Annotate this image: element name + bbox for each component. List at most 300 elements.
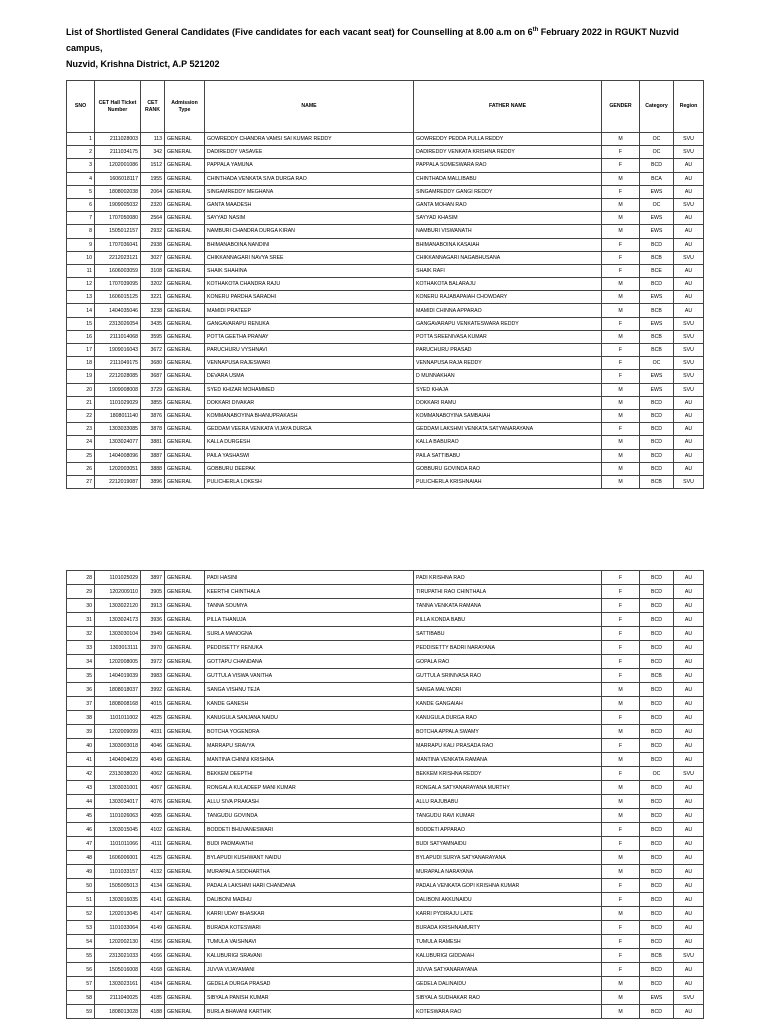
table-row: [67, 423, 704, 436]
cell-region: SVU: [674, 133, 704, 146]
cell-rank: 3896: [141, 475, 165, 488]
cell-father: KANDE GANGAIAH: [414, 697, 602, 711]
cell-name: PULICHERLA LOKESH: [205, 475, 414, 488]
cell-category: BCE: [640, 264, 674, 277]
cell-father: GOBBURU GOVINDA RAO: [414, 462, 602, 475]
cell-category: EWS: [640, 317, 674, 330]
cell-rank: 4168: [141, 963, 165, 977]
table-row: [67, 907, 704, 921]
cell-name: SANGA VISHNU TEJA: [205, 683, 414, 697]
cell-name: PADALA LAKSHMI HARI CHANDANA: [205, 879, 414, 893]
cell-ticket: 2212028085: [95, 370, 141, 383]
cell-sno: 50: [67, 879, 95, 893]
table-row: [67, 278, 704, 291]
cell-gender: M: [602, 475, 640, 488]
cell-sno: 47: [67, 837, 95, 851]
cell-name: GOWREDDY CHANDRA VAMSI SAI KUMAR REDDY: [205, 133, 414, 146]
table-row: [67, 383, 704, 396]
table-row: [67, 767, 704, 781]
cell-gender: F: [602, 251, 640, 264]
cell-category: BCD: [640, 823, 674, 837]
cell-sno: 49: [67, 865, 95, 879]
cell-name: KONERU PARDHA SARADHI: [205, 291, 414, 304]
cell-admission: GENERAL: [165, 317, 205, 330]
cell-name: CHIKKANNAGARI NAVYA SREE: [205, 251, 414, 264]
cell-category: EWS: [640, 383, 674, 396]
cell-father: BODDETI APPARAO: [414, 823, 602, 837]
cell-rank: 3970: [141, 641, 165, 655]
cell-rank: 4102: [141, 823, 165, 837]
cell-father: TANGUDU RAVI KUMAR: [414, 809, 602, 823]
table-row: [67, 172, 704, 185]
cell-ticket: 1303022120: [95, 599, 141, 613]
cell-father: D MUNNAKHAN: [414, 370, 602, 383]
cell-gender: F: [602, 599, 640, 613]
cell-rank: 3972: [141, 655, 165, 669]
cell-name: PILLA THANUJA: [205, 613, 414, 627]
cell-father: KONERU RAJABAPAIAH CHOWDARY: [414, 291, 602, 304]
cell-admission: GENERAL: [165, 291, 205, 304]
cell-admission: GENERAL: [165, 809, 205, 823]
cell-sno: 32: [67, 627, 95, 641]
cell-ticket: 1303030104: [95, 627, 141, 641]
cell-category: EWS: [640, 291, 674, 304]
cell-name: KANDE GANESH: [205, 697, 414, 711]
cell-gender: F: [602, 317, 640, 330]
cell-ticket: 1707036041: [95, 238, 141, 251]
table-row: [67, 627, 704, 641]
cell-ticket: 2111040025: [95, 991, 141, 1005]
cell-admission: GENERAL: [165, 238, 205, 251]
table-row: [67, 599, 704, 613]
cell-ticket: 1202009099: [95, 725, 141, 739]
cell-rank: 3881: [141, 436, 165, 449]
cell-rank: 3221: [141, 291, 165, 304]
cell-category: BCD: [640, 655, 674, 669]
cell-father: BEKKEM KRISHNA REDDY: [414, 767, 602, 781]
cell-rank: 4049: [141, 753, 165, 767]
cell-name: GEDELA DURGA PRASAD: [205, 977, 414, 991]
cell-category: BCD: [640, 851, 674, 865]
cell-rank: 3936: [141, 613, 165, 627]
cell-father: PADALA VENKATA GOPI KRISHNA KUMAR: [414, 879, 602, 893]
cell-admission: GENERAL: [165, 264, 205, 277]
cell-category: BCD: [640, 159, 674, 172]
cell-admission: GENERAL: [165, 851, 205, 865]
cell-admission: GENERAL: [165, 278, 205, 291]
cell-gender: F: [602, 893, 640, 907]
cell-name: MANTINA CHINNI KRISHNA: [205, 753, 414, 767]
cell-category: BCB: [640, 949, 674, 963]
table-row: [67, 317, 704, 330]
table-row: [67, 251, 704, 264]
cell-category: BCD: [640, 739, 674, 753]
cell-father: SATTIBABU: [414, 627, 602, 641]
cell-sno: 53: [67, 921, 95, 935]
table-row: [67, 475, 704, 488]
cell-region: AU: [674, 655, 704, 669]
cell-rank: 4046: [141, 739, 165, 753]
cell-gender: F: [602, 655, 640, 669]
cell-name: TANNA SOUMYA: [205, 599, 414, 613]
cell-rank: 3687: [141, 370, 165, 383]
cell-name: MURAPALA SIDDHARTHA: [205, 865, 414, 879]
cell-admission: GENERAL: [165, 225, 205, 238]
cell-region: AU: [674, 977, 704, 991]
cell-admission: GENERAL: [165, 330, 205, 343]
table-row: [67, 159, 704, 172]
cell-sno: 17: [67, 344, 95, 357]
table-row: [67, 795, 704, 809]
cell-admission: GENERAL: [165, 599, 205, 613]
cell-region: AU: [674, 1005, 704, 1019]
cell-rank: 3108: [141, 264, 165, 277]
cell-father: GANGAVARAPU VENKATESWARA REDDY: [414, 317, 602, 330]
table-row: [67, 753, 704, 767]
cell-admission: GENERAL: [165, 613, 205, 627]
cell-region: AU: [674, 851, 704, 865]
cell-rank: 4015: [141, 697, 165, 711]
header-rank: CET RANK: [141, 81, 165, 133]
cell-region: AU: [674, 683, 704, 697]
cell-region: AU: [674, 449, 704, 462]
cell-category: BCA: [640, 172, 674, 185]
cell-admission: GENERAL: [165, 251, 205, 264]
cell-rank: 4062: [141, 767, 165, 781]
table-row: [67, 212, 704, 225]
cell-name: PAILA YASHASWI: [205, 449, 414, 462]
header-name: NAME: [205, 81, 414, 133]
cell-name: TANGUDU GOVINDA: [205, 809, 414, 823]
cell-sno: 12: [67, 278, 95, 291]
cell-category: BCD: [640, 627, 674, 641]
cell-father: PADI KRISHNA RAO: [414, 571, 602, 585]
cell-rank: 1955: [141, 172, 165, 185]
cell-father: MAMIDI CHINNA APPARAO: [414, 304, 602, 317]
header-category: Category: [640, 81, 674, 133]
cell-name: BYLAPUDI KUSHWANT NAIDU: [205, 851, 414, 865]
table-row: [67, 893, 704, 907]
document-title: [66, 24, 716, 72]
cell-name: JUVVA VIJAYAMANI: [205, 963, 414, 977]
cell-father: MANTINA VENKATA RAMANA: [414, 753, 602, 767]
cell-name: RONGALA KULADEEP MANI KUMAR: [205, 781, 414, 795]
table-row: [67, 238, 704, 251]
cell-sno: 29: [67, 585, 95, 599]
header-region: Region: [674, 81, 704, 133]
table-row: [67, 225, 704, 238]
cell-sno: 44: [67, 795, 95, 809]
cell-category: BCD: [640, 809, 674, 823]
cell-gender: M: [602, 383, 640, 396]
cell-gender: M: [602, 225, 640, 238]
cell-father: PAPPALA SOMESWARA RAO: [414, 159, 602, 172]
cell-ticket: 1202001086: [95, 159, 141, 172]
cell-ticket: 1909008008: [95, 383, 141, 396]
cell-name: GUTTULA VISWA VANITHA: [205, 669, 414, 683]
cell-region: SVU: [674, 991, 704, 1005]
cell-father: CHINTHADA MALLIBABU: [414, 172, 602, 185]
cell-admission: GENERAL: [165, 212, 205, 225]
cell-admission: GENERAL: [165, 449, 205, 462]
cell-category: OC: [640, 198, 674, 211]
cell-ticket: 1404035046: [95, 304, 141, 317]
cell-rank: 4031: [141, 725, 165, 739]
cell-sno: 27: [67, 475, 95, 488]
cell-rank: 2320: [141, 198, 165, 211]
cell-region: SVU: [674, 383, 704, 396]
cell-admission: GENERAL: [165, 383, 205, 396]
cell-region: AU: [674, 697, 704, 711]
header-sno: SNO: [67, 81, 95, 133]
cell-gender: M: [602, 977, 640, 991]
cell-father: KOMMANABOYINA SAMBAIAH: [414, 409, 602, 422]
cell-sno: 22: [67, 409, 95, 422]
cell-gender: M: [602, 212, 640, 225]
cell-gender: F: [602, 879, 640, 893]
table-row: [67, 585, 704, 599]
cell-ticket: 1303003018: [95, 739, 141, 753]
cell-category: BCD: [640, 795, 674, 809]
cell-father: CHIKKANNAGARI NAGABHUSANA: [414, 251, 602, 264]
cell-father: POTTA SREENIVASA KUMAR: [414, 330, 602, 343]
cell-gender: F: [602, 837, 640, 851]
cell-gender: F: [602, 949, 640, 963]
cell-gender: M: [602, 809, 640, 823]
cell-gender: M: [602, 198, 640, 211]
cell-gender: M: [602, 781, 640, 795]
cell-ticket: 1808002038: [95, 185, 141, 198]
cell-father: SYED KHAJA: [414, 383, 602, 396]
cell-sno: 11: [67, 264, 95, 277]
cell-ticket: 1202008005: [95, 655, 141, 669]
cell-admission: GENERAL: [165, 711, 205, 725]
cell-admission: GENERAL: [165, 423, 205, 436]
cell-gender: F: [602, 935, 640, 949]
cell-region: SVU: [674, 198, 704, 211]
cell-father: DOKKARI RAMU: [414, 396, 602, 409]
cell-sno: 13: [67, 291, 95, 304]
cell-name: BODDETI BHUVANESWARI: [205, 823, 414, 837]
table-row: [67, 436, 704, 449]
cell-ticket: 1101011066: [95, 837, 141, 851]
cell-region: SVU: [674, 767, 704, 781]
cell-gender: M: [602, 725, 640, 739]
cell-father: GOPALA RAO: [414, 655, 602, 669]
cell-name: NAMBURI CHANDRA DURGA KIRAN: [205, 225, 414, 238]
cell-category: BCD: [640, 893, 674, 907]
cell-ticket: 1808013028: [95, 1005, 141, 1019]
table-row: [67, 396, 704, 409]
cell-sno: 52: [67, 907, 95, 921]
cell-ticket: 1303033085: [95, 423, 141, 436]
cell-sno: 3: [67, 159, 95, 172]
table-row: [67, 697, 704, 711]
cell-admission: GENERAL: [165, 977, 205, 991]
table-row: [67, 291, 704, 304]
cell-father: PULICHERLA KRISHNAIAH: [414, 475, 602, 488]
cell-category: BCD: [640, 963, 674, 977]
cell-name: SHAIK SHAHINA: [205, 264, 414, 277]
cell-admission: GENERAL: [165, 837, 205, 851]
table-row: [67, 977, 704, 991]
table-row: [67, 949, 704, 963]
cell-admission: GENERAL: [165, 571, 205, 585]
cell-name: KANUGULA SANJANA NAIDU: [205, 711, 414, 725]
cell-father: PAILA SATTIBABU: [414, 449, 602, 462]
cell-ticket: 1808018037: [95, 683, 141, 697]
cell-sno: 5: [67, 185, 95, 198]
header-admission: Admission Type: [165, 81, 205, 133]
cell-category: BCD: [640, 571, 674, 585]
cell-name: SAYYAD NASIM: [205, 212, 414, 225]
cell-region: AU: [674, 571, 704, 585]
cell-name: BEKKEM DEEPTHI: [205, 767, 414, 781]
cell-category: BCD: [640, 409, 674, 422]
cell-gender: M: [602, 278, 640, 291]
cell-father: SIBYALA SUDHAKAR RAO: [414, 991, 602, 1005]
cell-name: BHIMANABOINA NANDINI: [205, 238, 414, 251]
cell-category: BCD: [640, 396, 674, 409]
table-row: [67, 725, 704, 739]
cell-gender: F: [602, 370, 640, 383]
cell-admission: GENERAL: [165, 935, 205, 949]
cell-sno: 18: [67, 357, 95, 370]
cell-category: OC: [640, 133, 674, 146]
cell-name: BUDI PADMAVATHI: [205, 837, 414, 851]
cell-admission: GENERAL: [165, 627, 205, 641]
cell-name: GANGAVARAPU RENUKA: [205, 317, 414, 330]
cell-admission: GENERAL: [165, 198, 205, 211]
table-row: [67, 1005, 704, 1019]
cell-gender: M: [602, 991, 640, 1005]
cell-rank: 3949: [141, 627, 165, 641]
cell-sno: 30: [67, 599, 95, 613]
cell-ticket: 2111014068: [95, 330, 141, 343]
table-row: [67, 655, 704, 669]
cell-region: AU: [674, 304, 704, 317]
cell-rank: 113: [141, 133, 165, 146]
cell-gender: M: [602, 851, 640, 865]
cell-father: MARRAPU KALI PRASADA RAO: [414, 739, 602, 753]
table-row: [67, 449, 704, 462]
cell-rank: 4156: [141, 935, 165, 949]
cell-category: BCD: [640, 436, 674, 449]
cell-sno: 55: [67, 949, 95, 963]
cell-region: AU: [674, 599, 704, 613]
cell-ticket: 1303024173: [95, 613, 141, 627]
cell-admission: GENERAL: [165, 907, 205, 921]
cell-admission: GENERAL: [165, 795, 205, 809]
cell-ticket: 1303024077: [95, 436, 141, 449]
cell-father: GUTTULA SRINIVASA RAO: [414, 669, 602, 683]
table-row: [67, 837, 704, 851]
table-row: [67, 133, 704, 146]
cell-category: EWS: [640, 991, 674, 1005]
cell-category: BCB: [640, 344, 674, 357]
cell-father: TIRUPATHI RAO CHINTHALA: [414, 585, 602, 599]
cell-admission: GENERAL: [165, 767, 205, 781]
cell-category: BCD: [640, 423, 674, 436]
cell-region: AU: [674, 795, 704, 809]
cell-category: BCD: [640, 753, 674, 767]
cell-name: GANTA MAADESH: [205, 198, 414, 211]
cell-category: EWS: [640, 185, 674, 198]
cell-name: KOMMANABOYINA BHANUPRAKASH: [205, 409, 414, 422]
cell-father: RONGALA SATYANARAYANA MURTHY: [414, 781, 602, 795]
cell-region: SVU: [674, 146, 704, 159]
cell-sno: 31: [67, 613, 95, 627]
table-row: [67, 198, 704, 211]
table-row: [67, 711, 704, 725]
cell-name: KEERTHI CHINTHALA: [205, 585, 414, 599]
cell-rank: 3888: [141, 462, 165, 475]
cell-father: VENNAPUSA RAJA REDDY: [414, 357, 602, 370]
cell-region: AU: [674, 711, 704, 725]
cell-category: BCD: [640, 865, 674, 879]
cell-region: AU: [674, 278, 704, 291]
cell-admission: GENERAL: [165, 865, 205, 879]
cell-rank: 3855: [141, 396, 165, 409]
cell-sno: 20: [67, 383, 95, 396]
cell-admission: GENERAL: [165, 409, 205, 422]
cell-admission: GENERAL: [165, 344, 205, 357]
cell-category: BCD: [640, 977, 674, 991]
cell-admission: GENERAL: [165, 823, 205, 837]
cell-region: AU: [674, 893, 704, 907]
cell-category: BCD: [640, 725, 674, 739]
cell-admission: GENERAL: [165, 893, 205, 907]
cell-rank: 4184: [141, 977, 165, 991]
cell-rank: 4125: [141, 851, 165, 865]
cell-rank: 4111: [141, 837, 165, 851]
cell-gender: M: [602, 396, 640, 409]
cell-rank: 4132: [141, 865, 165, 879]
cell-gender: F: [602, 357, 640, 370]
cell-category: OC: [640, 146, 674, 159]
table-row: [67, 935, 704, 949]
cell-ticket: 1101033157: [95, 865, 141, 879]
cell-category: EWS: [640, 370, 674, 383]
table-row: [67, 370, 704, 383]
cell-ticket: 1707039095: [95, 278, 141, 291]
cell-father: KALLA BABURAO: [414, 436, 602, 449]
cell-father: BURADA KRISHNAMURTY: [414, 921, 602, 935]
cell-category: BCD: [640, 462, 674, 475]
cell-gender: F: [602, 711, 640, 725]
cell-category: BCD: [640, 278, 674, 291]
cell-father: PARUCHURU PRASAD: [414, 344, 602, 357]
cell-region: AU: [674, 781, 704, 795]
cell-gender: M: [602, 409, 640, 422]
cell-gender: F: [602, 767, 640, 781]
cell-ticket: 2111049175: [95, 357, 141, 370]
cell-gender: M: [602, 291, 640, 304]
cell-sno: 42: [67, 767, 95, 781]
cell-gender: M: [602, 436, 640, 449]
cell-category: BCD: [640, 585, 674, 599]
cell-father: KANUGULA DURGA RAO: [414, 711, 602, 725]
cell-rank: 3238: [141, 304, 165, 317]
cell-region: AU: [674, 585, 704, 599]
cell-admission: GENERAL: [165, 781, 205, 795]
cell-rank: 3913: [141, 599, 165, 613]
cell-gender: F: [602, 739, 640, 753]
cell-rank: 3983: [141, 669, 165, 683]
cell-admission: GENERAL: [165, 683, 205, 697]
cell-name: MAMIDI PRATEEP: [205, 304, 414, 317]
cell-ticket: 1202009110: [95, 585, 141, 599]
